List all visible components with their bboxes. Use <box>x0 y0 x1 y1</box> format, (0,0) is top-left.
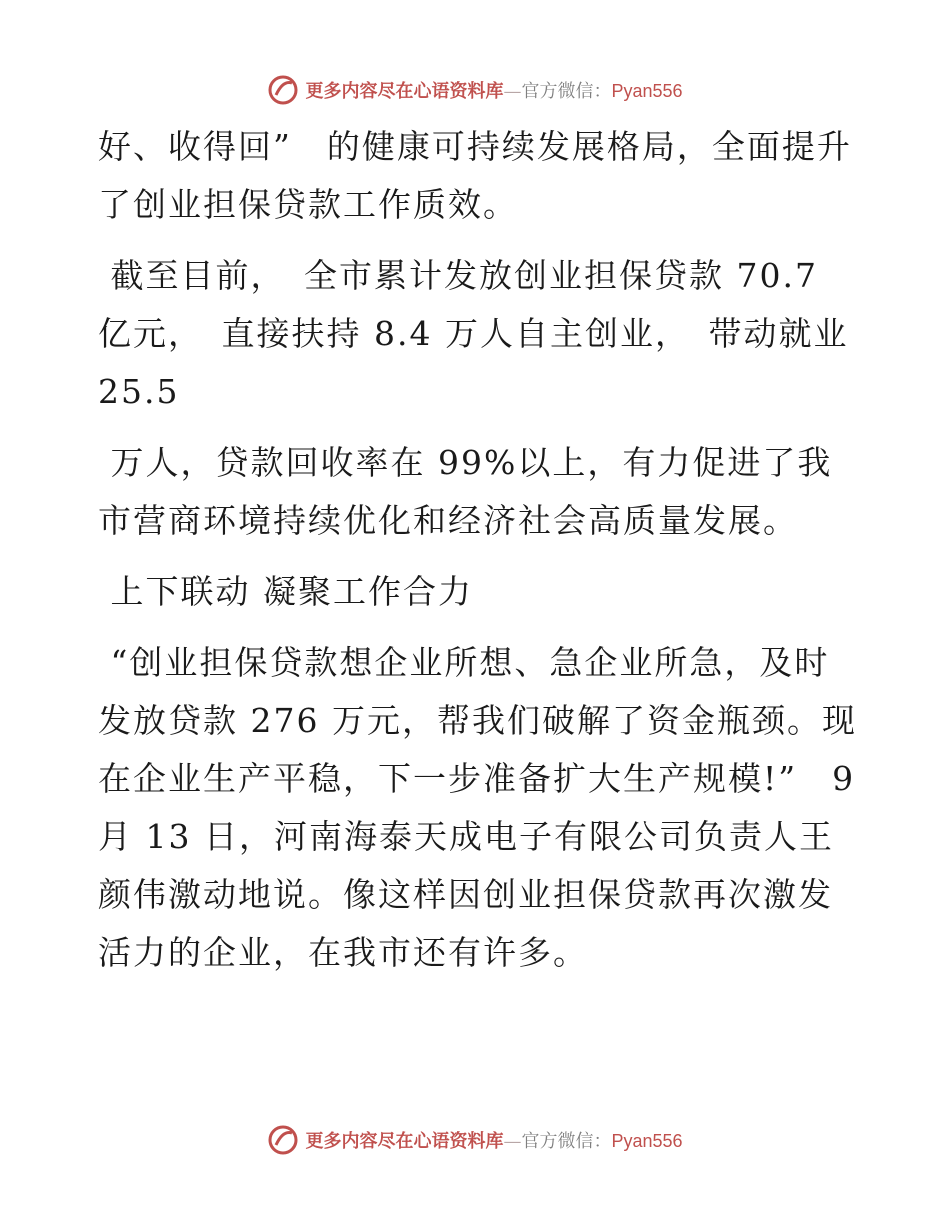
header-watermark <box>0 70 950 110</box>
pen-swirl-logo-icon <box>267 74 299 106</box>
section-heading: 上下联动 凝聚工作合力 <box>98 572 473 611</box>
paragraph: 好、收得回” 的健康可持续发展格局，全面提升了创业担保贷款工作质效。 <box>98 127 852 224</box>
watermark-text: 更多内容尽在心语资料库—官方微信：Pyan556 <box>305 1131 683 1152</box>
document-body <box>98 118 868 995</box>
paragraph: 截至目前， 全市累计发放创业担保贷款 70.7 亿元， 直接扶持 8.4 万人自主创业， 带动就业 25.5 <box>98 256 861 411</box>
watermark-text: 更多内容尽在心语资料库—官方微信：Pyan556 <box>305 81 683 102</box>
paragraph: “创业担保贷款想企业所想、急企业所急，及时发放贷款 276 万元，帮我们破解了资金瓶颈。现在企业生产平稳，下一步准备扩大生产规模!” 9 月 13 日，河南海泰天成电子有限公司负责人王颜伟激动地说。像这样因创业担保贷款再次激发活力的企业，在我市还有许多。 <box>98 643 868 972</box>
footer-watermark <box>0 1120 950 1160</box>
pen-swirl-logo-icon <box>267 1124 299 1156</box>
paragraph: 万人，贷款回收率在 99%以上，有力促进了我市营商环境持续优化和经济社会高质量发展。 <box>98 443 833 540</box>
